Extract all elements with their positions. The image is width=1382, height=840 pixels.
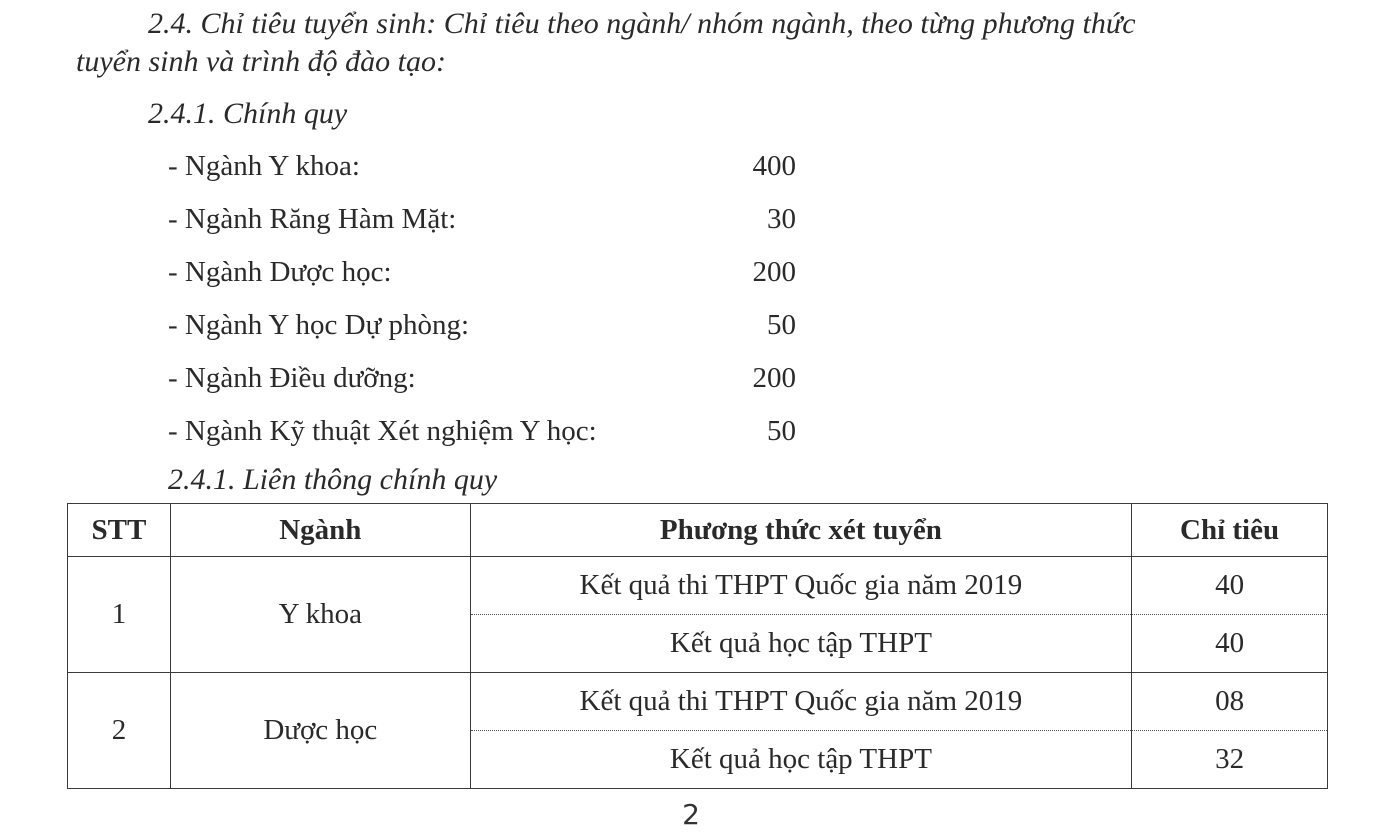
row-quota: 32 bbox=[1132, 731, 1328, 789]
quota-item-label: - Ngành Kỹ thuật Xét nghiệm Y học: bbox=[168, 415, 597, 447]
row-major: Y khoa bbox=[170, 557, 470, 673]
quota-item-value: 30 bbox=[767, 203, 796, 235]
quota-item-value: 200 bbox=[752, 256, 796, 288]
header-stt: STT bbox=[68, 504, 171, 557]
row-stt: 1 bbox=[68, 557, 171, 673]
row-quota: 40 bbox=[1132, 557, 1328, 615]
table-row bbox=[68, 673, 1328, 731]
row-major: Dược học bbox=[170, 673, 470, 789]
quota-item-value: 200 bbox=[752, 362, 796, 394]
header-method: Phương thức xét tuyển bbox=[470, 504, 1131, 557]
admissions-table bbox=[67, 503, 1328, 789]
header-major: Ngành bbox=[170, 504, 470, 557]
section-2-4-1-heading: 2.4.1. Chính quy bbox=[148, 97, 348, 130]
quota-item-label: - Ngành Điều dưỡng: bbox=[168, 362, 416, 394]
header-quota: Chỉ tiêu bbox=[1132, 504, 1328, 557]
quota-item-label: - Ngành Y khoa: bbox=[168, 150, 360, 182]
row-method: Kết quả học tập THPT bbox=[470, 615, 1131, 673]
table-row bbox=[68, 557, 1328, 615]
quota-item-label: - Ngành Răng Hàm Mặt: bbox=[168, 203, 457, 235]
row-method: Kết quả thi THPT Quốc gia năm 2019 bbox=[470, 673, 1131, 731]
quota-item-value: 50 bbox=[767, 309, 796, 341]
quota-item-label: - Ngành Dược học: bbox=[168, 256, 392, 288]
row-method: Kết quả thi THPT Quốc gia năm 2019 bbox=[470, 557, 1131, 615]
table-header-row bbox=[68, 504, 1328, 557]
page-number: 2 bbox=[682, 798, 700, 831]
quota-item-label: - Ngành Y học Dự phòng: bbox=[168, 309, 470, 341]
row-quota: 08 bbox=[1132, 673, 1328, 731]
row-stt: 2 bbox=[68, 673, 171, 789]
quota-item-value: 50 bbox=[767, 415, 796, 447]
quota-item-value: 400 bbox=[752, 150, 796, 182]
section-2-4-heading-line1: 2.4. Chỉ tiêu tuyển sinh: Chỉ tiêu theo ngành/ nhóm ngành, theo từng phương thức bbox=[148, 7, 1136, 40]
row-method: Kết quả học tập THPT bbox=[470, 731, 1131, 789]
row-quota: 40 bbox=[1132, 615, 1328, 673]
section-2-4-heading-line2: tuyển sinh và trình độ đào tạo: bbox=[76, 45, 446, 78]
section-lien-thong-heading: 2.4.1. Liên thông chính quy bbox=[168, 463, 498, 496]
